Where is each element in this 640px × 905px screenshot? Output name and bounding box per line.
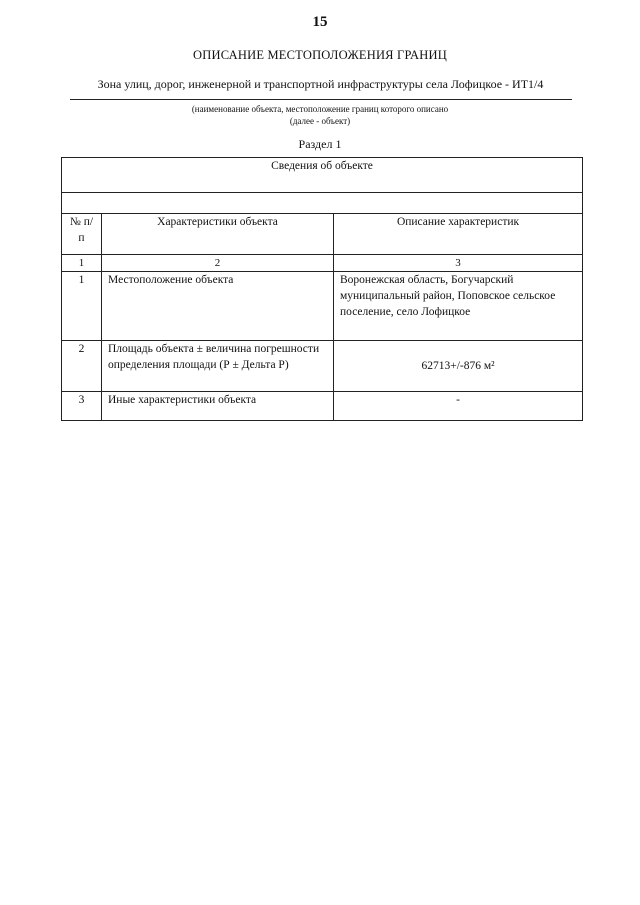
table-row (62, 341, 583, 392)
column-header-characteristic: Характеристики объекта (102, 214, 334, 255)
underline-divider (70, 99, 572, 100)
table-header: Сведения об объекте (62, 158, 583, 193)
object-name-caption (0, 103, 640, 127)
column-index-row (62, 255, 583, 272)
row-characteristic: Площадь объекта ± величина погрешности определения площади (Р ± Дельта Р) (102, 341, 334, 392)
row-description: Воронежская область, Богучарский муниципальный район, Поповское сельское поселение, село Лофицкое (334, 272, 583, 341)
caption-line-2: (далее - объект) (289, 116, 351, 126)
column-index-1: 1 (62, 255, 102, 272)
row-description: - (334, 392, 583, 421)
table-spacer-row (62, 193, 583, 214)
column-index-2: 2 (102, 255, 334, 272)
table-spacer-cell (62, 193, 583, 214)
column-index-3: 3 (334, 255, 583, 272)
object-info-table (61, 157, 583, 421)
row-num: 1 (62, 272, 102, 341)
column-header-description: Описание характеристик (334, 214, 583, 255)
column-header-num: № п/п (62, 214, 102, 255)
row-description: 62713+/-876 м² (334, 341, 583, 392)
document-title: ОПИСАНИЕ МЕСТОПОЛОЖЕНИЯ ГРАНИЦ (193, 48, 447, 62)
column-header-row (62, 214, 583, 255)
object-name: Зона улиц, дорог, инженерной и транспортной инфраструктуры села Лофицкое - ИТ1/4 (97, 77, 544, 91)
caption-line-1: (наименование объекта, местоположение границ которого описано (191, 104, 449, 114)
table-row (62, 392, 583, 421)
table-row (62, 272, 583, 341)
section-label: Раздел 1 (298, 137, 342, 151)
page-number: 15 (312, 14, 328, 30)
table-header-row (62, 158, 583, 193)
row-num: 2 (62, 341, 102, 392)
row-characteristic: Иные характеристики объекта (102, 392, 334, 421)
row-num: 3 (62, 392, 102, 421)
row-characteristic: Местоположение объекта (102, 272, 334, 341)
